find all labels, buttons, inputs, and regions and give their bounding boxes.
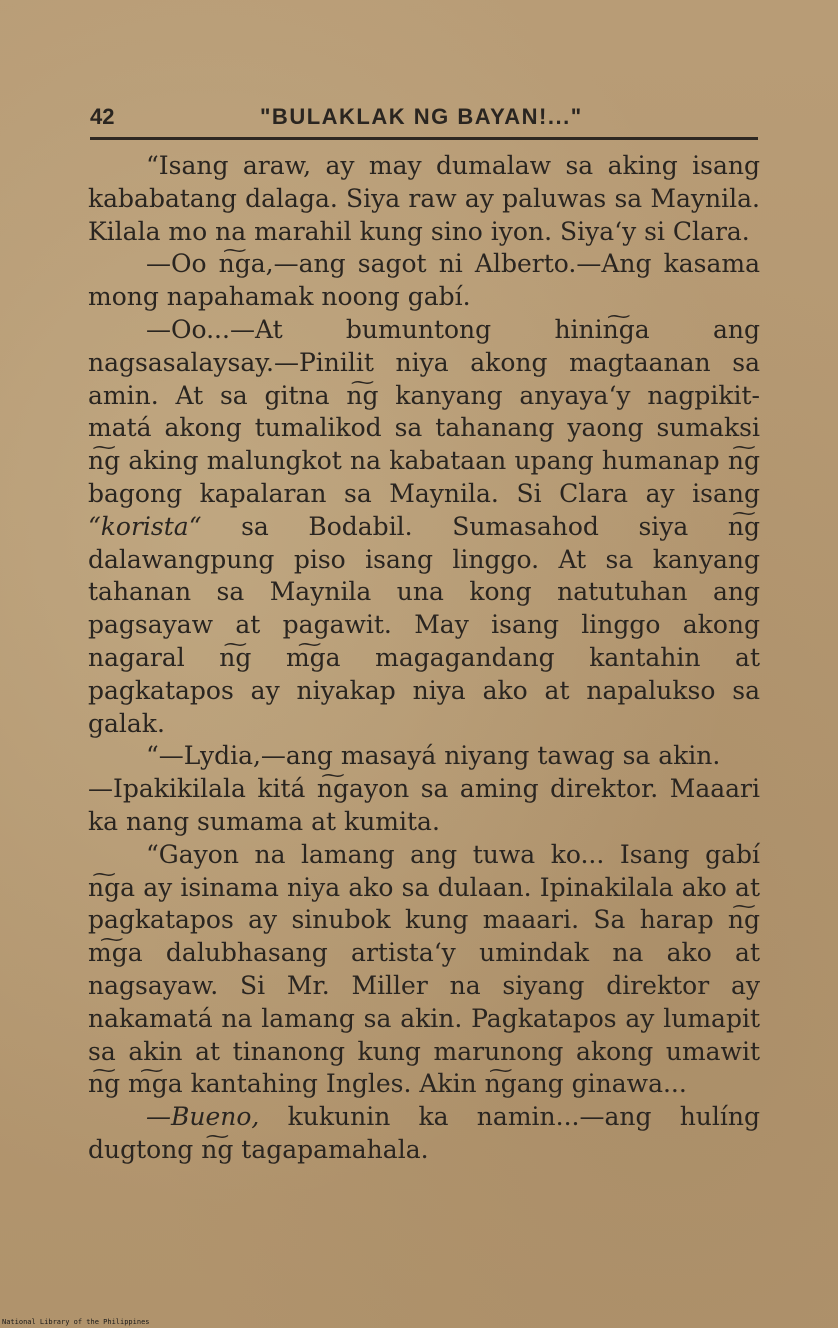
paragraph-3-text: —Oo...—At bumuntong hinin͠ga ang nagsasalaysay.—Pinilit niya akong magtaanan sa amin. At sa gitna n͠g kanyang anyaya‘y nagpikit-matá akong tumalikod sa tahanang yaong sumaksi n͠g aking malungkot na kabataan upang humanap n͠g bagong kapalaran sa Maynila. Si Clara ay isang (88, 314, 760, 508)
page-header (90, 104, 760, 138)
paragraph-2: —Oo n͠ga,—ang sagot ni Alberto.—Ang kasama mong napahamak noong gabí. (88, 249, 760, 312)
header-rule (90, 137, 758, 140)
paragraph-7 (88, 1101, 760, 1167)
paragraph-3 (88, 314, 760, 740)
body-text (88, 150, 760, 1167)
paragraph-6: “Gayon na lamang ang tuwa ko... Isang gabí n͠ga ay isinama niya ako sa dulaan. Ipinakilala ako at pagkatapos ay sinubok kung maaari. Sa harap n͠g m͠ga dalubhasang artista‘y umindak na ako at nagsayaw. Si Mr. Miller na siyang direktor ay nakamatá na lamang sa akin. Pagkatapos ay lumapit sa akin at tinanong kung marunong akong umawit n͠g m͠ga kantahing Ingles. Akin n͠gang ginawa... (88, 839, 760, 1099)
footer-credit: National Library of the Philippines (2, 1318, 150, 1326)
paragraph-4: “—Lydia,—ang masayá niyang tawag sa akin. (146, 741, 721, 771)
page-number: 42 (90, 104, 115, 129)
paragraph-7-text: kukunin ka namin...—ang hulíng dugtong n͠g tagapamahala. (88, 1102, 760, 1164)
paragraph-5: —Ipakikilala kitá n͠gayon sa aming direktor. Maaari ka nang sumama at kumita. (88, 774, 760, 836)
paragraph-1: “Isang araw, ay may dumalaw sa aking isang kababatang dalaga. Siya raw ay paluwas sa Maynila. Kilala mo na marahil kung sino iyon. Siya‘y si Clara. (88, 151, 760, 246)
italic-korista: “korista“ (88, 511, 202, 541)
italic-bueno: —Bueno, (146, 1102, 260, 1132)
running-title: "BULAKLAK NG BAYAN!..." (260, 104, 583, 129)
paragraph-3-continued: sa Bodabil. Sumasahod siya n͠g dalawangpung piso isang linggo. At sa kanyang tahanan sa Maynila una kong natutuhan ang pagsayaw at pagawit. May isang linggo akong nagaral n͠g m͠ga magagandang kantahin at pagkatapos ay niyakap niya ako at napalukso sa galak. (88, 511, 760, 738)
